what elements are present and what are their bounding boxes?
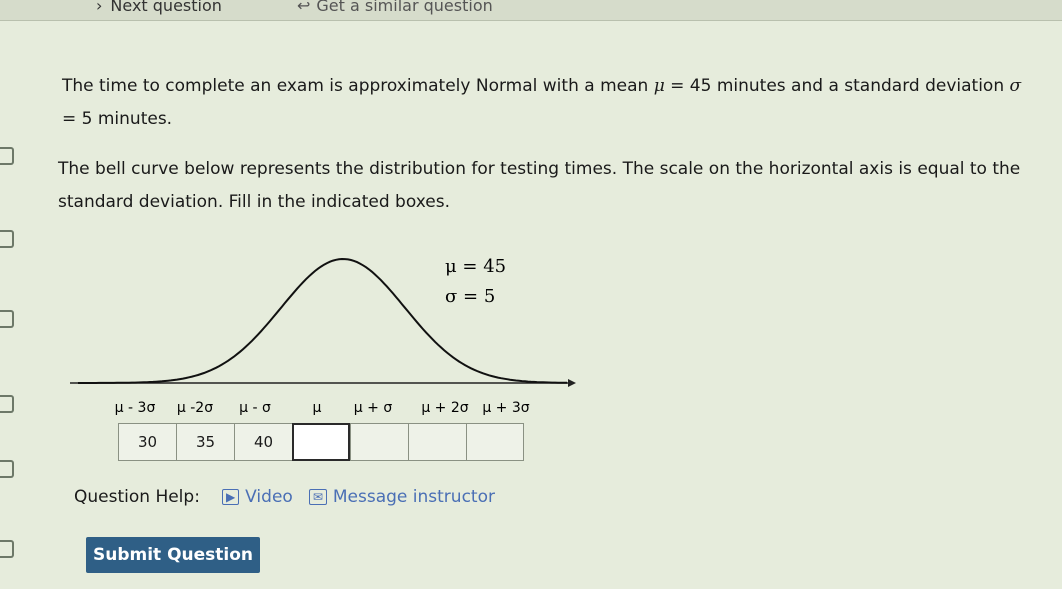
- mu-symbol: μ: [653, 76, 665, 96]
- sidebar-tab-icon[interactable]: [0, 147, 14, 165]
- axis-tick-label: μ - 3σ: [114, 400, 156, 416]
- answer-box: [118, 423, 176, 461]
- axis-tick-label: μ + 2σ: [421, 400, 469, 416]
- return-icon: ↩: [297, 0, 311, 15]
- axis-arrow-icon: [568, 379, 576, 387]
- question-text: The time to complete an exam is approximately Normal with a mean: [62, 76, 654, 96]
- answer-input-mu[interactable]: [292, 424, 350, 460]
- sidebar-tab-icon[interactable]: [0, 460, 14, 478]
- axis-tick-label: μ - σ: [239, 400, 271, 416]
- answer-box[interactable]: [466, 423, 524, 461]
- video-link[interactable]: [222, 487, 293, 507]
- video-icon: ▶: [222, 489, 239, 505]
- answer-value: 35: [195, 433, 216, 451]
- submit-question-button[interactable]: Submit Question: [86, 537, 260, 573]
- sigma-label: σ = 5: [445, 286, 496, 307]
- bell-curve: [78, 259, 567, 383]
- top-nav-bar: [0, 0, 1062, 21]
- sidebar-tab-icon[interactable]: [0, 540, 14, 558]
- axis-tick-label: μ + σ: [353, 400, 393, 416]
- mean-value: = 45: [664, 76, 712, 96]
- similar-question-label: Get a similar question: [316, 0, 493, 15]
- message-instructor-link[interactable]: [309, 487, 495, 507]
- answer-input-mu-plus-2sigma[interactable]: [409, 424, 467, 460]
- next-question-link[interactable]: [96, 0, 222, 15]
- similar-question-link[interactable]: [297, 0, 493, 15]
- axis-tick-label: μ + 3σ: [482, 400, 530, 416]
- answer-box: [176, 423, 234, 461]
- sigma-symbol: σ: [1009, 76, 1022, 96]
- mu-label: μ = 45: [445, 256, 507, 277]
- axis-tick-label: μ: [312, 400, 322, 416]
- mail-icon: ✉: [309, 489, 327, 505]
- question-text: minutes.: [92, 109, 173, 129]
- bell-curve-chart: [60, 240, 580, 420]
- answer-box-row: [118, 423, 524, 461]
- sidebar-tab-icon[interactable]: [0, 395, 14, 413]
- axis-tick-label: μ -2σ: [176, 400, 214, 416]
- sidebar-tab-icon[interactable]: [0, 310, 14, 328]
- question-paragraph-1: [62, 70, 1022, 136]
- question-text: minutes and a standard deviation: [711, 76, 1010, 96]
- answer-value: 30: [137, 433, 158, 451]
- next-question-label: Next question: [110, 0, 222, 15]
- tick-group: [115, 400, 530, 416]
- chevron-right-icon: ›: [96, 0, 103, 15]
- answer-box: [234, 423, 292, 461]
- video-label: Video: [245, 487, 293, 507]
- answer-box[interactable]: [408, 423, 466, 461]
- answer-value: 40: [253, 433, 274, 451]
- answer-box[interactable]: [292, 423, 350, 461]
- question-help: [74, 487, 511, 507]
- answer-box[interactable]: [350, 423, 408, 461]
- sidebar-tab-icon[interactable]: [0, 230, 14, 248]
- answer-input-mu-plus-sigma[interactable]: [351, 424, 409, 460]
- sd-value: = 5: [62, 109, 93, 129]
- message-label: Message instructor: [332, 487, 495, 507]
- question-help-label: Question Help:: [74, 487, 200, 507]
- answer-input-mu-plus-3sigma[interactable]: [466, 424, 524, 460]
- question-paragraph-2: The bell curve below represents the distribution for testing times. The scale on the horizontal axis is equal to the standard deviation. Fill in the indicated boxes.: [58, 159, 1021, 212]
